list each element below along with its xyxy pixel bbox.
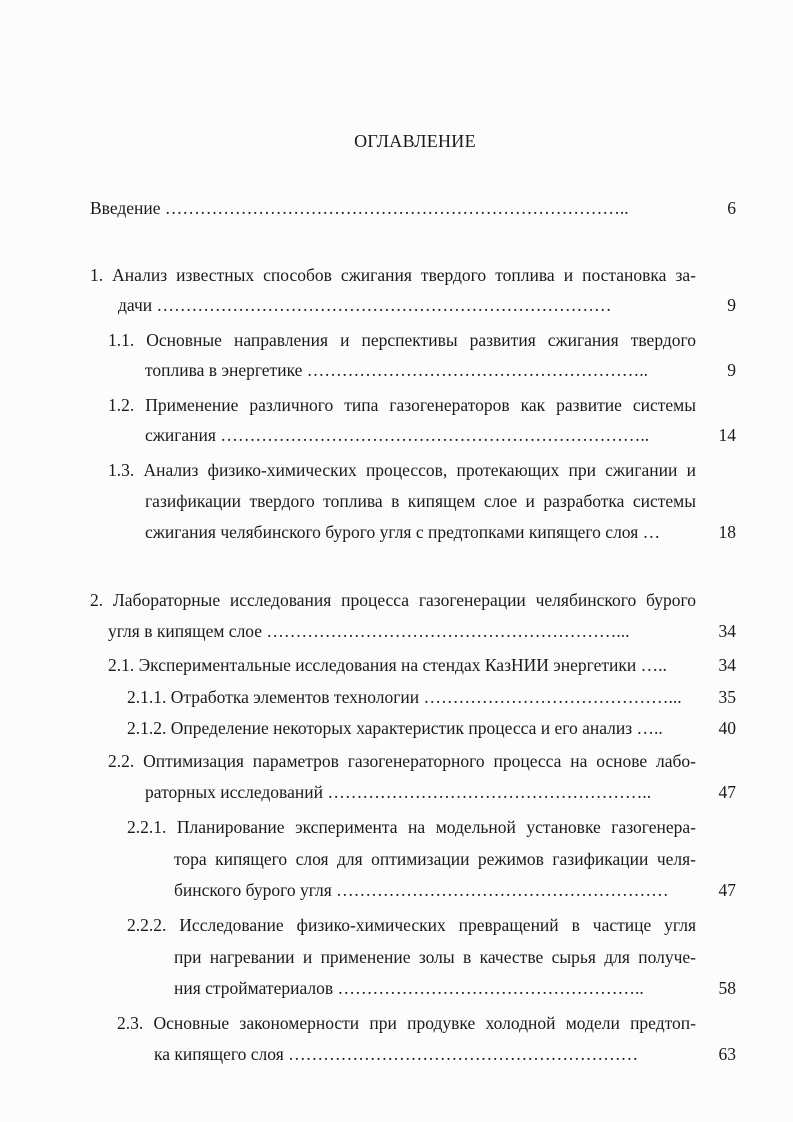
toc-entry-2-3-line-2: ка кипящего слоя …………………………………………………… (154, 1044, 639, 1064)
toc-entry-1-3-page: 18 (718, 522, 736, 542)
toc-entry-2-2-line-1: 2.2. Оптимизация параметров газогенераторного процесса на основе лабо- (108, 751, 696, 771)
toc-entry-2-3-page: 63 (718, 1044, 736, 1064)
toc-entry-1-3-line-1: 1.3. Анализ физико-химических процессов, протекающих при сжигании и (108, 460, 696, 480)
toc-entry-2-1-page: 34 (718, 655, 736, 675)
toc-entry-intro-page: 6 (727, 198, 736, 218)
toc-entry-2-page: 34 (718, 621, 736, 641)
toc-entry-2-line-2: угля в кипящем слое ……………………………………………………... (108, 621, 630, 641)
toc-entry-2-2-2-line-2: при нагревании и применение золы в качестве сырья для получе- (174, 947, 696, 967)
toc-entry-1-1-line-2: топлива в энергетике ………………………………………………….. (145, 360, 649, 380)
toc-entry-2-2-2-line-3: ния стройматериалов …………………………………………….. (174, 978, 644, 998)
toc-entry-2-2-page: 47 (718, 782, 736, 802)
toc-entry-1-page: 9 (727, 295, 736, 315)
toc-entry-2-line-1: 2. Лабораторные исследования процесса газогенерации челябинского бурого (90, 590, 696, 610)
toc-entry-1-3-line-3: сжигания челябинского бурого угля с предтопками кипящего слоя … (145, 522, 661, 542)
toc-entry-intro-text: Введение …………………………………………………………………….. (90, 198, 629, 218)
toc-entry-2-1-2-page: 40 (718, 718, 736, 738)
toc-entry-2-2-line-2: раторных исследований ……………………………………………….. (145, 782, 652, 802)
page-title: ОГЛАВЛЕНИЕ (354, 131, 476, 151)
toc-entry-2-1-1-page: 35 (718, 687, 736, 707)
toc-entry-2-2-1-line-3: бинского бурого угля ………………………………………………… (174, 880, 669, 900)
toc-entry-1-2-line-2: сжигания ……………………………………………………………….. (145, 425, 650, 445)
toc-entry-2-1-2-text: 2.1.2. Определение некоторых характеристик процесса и его анализ ….. (127, 718, 663, 738)
toc-entry-2-1-text: 2.1. Экспериментальные исследования на стендах КазНИИ энергетики ….. (108, 655, 667, 675)
toc-entry-1-line-2: дачи …………………………………………………………………… (118, 295, 612, 315)
toc-entry-2-2-1-line-2: тора кипящего слоя для оптимизации режимов газификации челя- (174, 849, 696, 869)
toc-entry-2-2-2-line-1: 2.2.2. Исследование физико-химических превращений в частице угля (127, 915, 696, 935)
toc-entry-2-1-1-text: 2.1.1. Отработка элементов технологии ……………………………………... (127, 687, 682, 707)
toc-entry-1-line-1: 1. Анализ известных способов сжигания твердого топлива и постановка за- (90, 265, 696, 285)
toc-entry-1-2-page: 14 (718, 425, 736, 445)
toc-entry-2-2-2-page: 58 (718, 978, 736, 998)
toc-entry-1-1-page: 9 (727, 360, 736, 380)
toc-entry-2-3-line-1: 2.3. Основные закономерности при продувке холодной модели предтоп- (117, 1013, 696, 1033)
toc-entry-2-2-1-page: 47 (718, 880, 736, 900)
toc-entry-1-3-line-2: газификации твердого топлива в кипящем слое и разработка системы (145, 491, 696, 511)
toc-entry-1-1-line-1: 1.1. Основные направления и перспективы развития сжигания твердого (108, 330, 696, 350)
toc-entry-1-2-line-1: 1.2. Применение различного типа газогенераторов как развитие системы (108, 395, 696, 415)
toc-entry-2-2-1-line-1: 2.2.1. Планирование эксперимента на модельной установке газогенера- (127, 817, 696, 837)
